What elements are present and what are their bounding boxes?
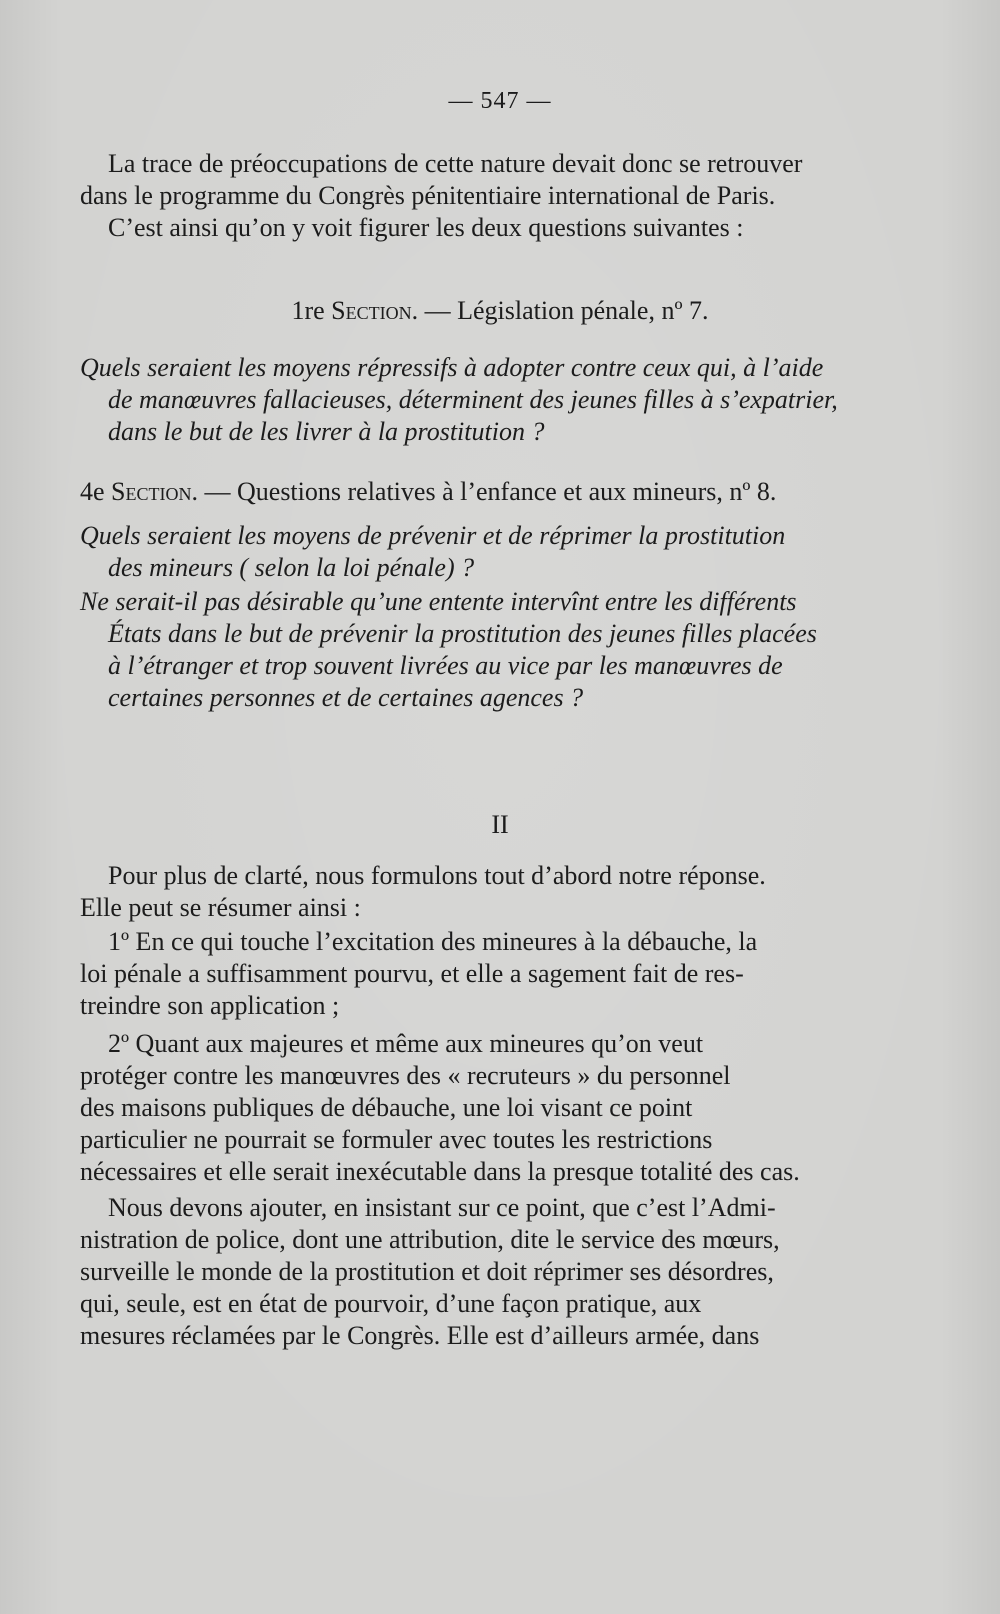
text-line: des mineurs ( selon la loi pénale) ? xyxy=(108,553,475,582)
closing-paragraph xyxy=(80,1192,880,1352)
text-line: certaines personnes et de certaines agences ? xyxy=(108,683,584,712)
section-4-heading xyxy=(80,476,880,508)
text-line: protéger contre les manœuvres des « recruteurs » du personnel xyxy=(80,1061,731,1090)
text-line: de manœuvres fallacieuses, déterminent des jeunes filles à s’expatrier, xyxy=(108,385,838,414)
text-line: Ne serait-il pas désirable qu’une entente intervînt entre les différents xyxy=(80,587,797,616)
text-line: Pour plus de clarté, nous formulons tout d’abord notre réponse. xyxy=(108,861,766,890)
section-label: Section xyxy=(331,296,412,325)
text-line: loi pénale a suffisamment pourvu, et elle a sagement fait de res- xyxy=(80,959,744,988)
question-1 xyxy=(80,352,880,448)
text-line: à l’étranger et trop souvent livrées au vice par les manœuvres de xyxy=(108,651,783,680)
text-line: Quels seraient les moyens de prévenir et de réprimer la prostitution xyxy=(80,521,786,550)
text-line: 1º En ce qui touche l’excitation des mineures à la débauche, la xyxy=(108,927,758,956)
page-number: — 547 — xyxy=(448,88,552,114)
section-number: 1re xyxy=(291,296,325,325)
question-2 xyxy=(80,520,880,584)
text-line: qui, seule, est en état de pourvoir, d’une façon pratique, aux xyxy=(80,1289,702,1318)
question-3 xyxy=(80,586,880,714)
intro-paragraph xyxy=(80,148,880,244)
section-title: . — Législation pénale, nº 7. xyxy=(411,296,709,325)
text-line: dans le but de les livrer à la prostitution ? xyxy=(108,417,545,446)
text-line: nistration de police, dont une attribution, dite le service des mœurs, xyxy=(80,1225,780,1254)
part-heading: II xyxy=(491,810,509,839)
section-number: 4e xyxy=(80,477,105,506)
text-line: mesures réclamées par le Congrès. Elle est d’ailleurs armée, dans xyxy=(80,1321,760,1350)
text-line: Nous devons ajouter, en insistant sur ce point, que c’est l’Admi- xyxy=(108,1193,776,1222)
text-line: treindre son application ; xyxy=(80,991,340,1020)
point-2 xyxy=(80,1028,880,1188)
text-line: C’est ainsi qu’on y voit figurer les deux questions suivantes : xyxy=(108,213,744,242)
text-line: surveille le monde de la prostitution et doit réprimer ses désordres, xyxy=(80,1257,774,1286)
section-title: . — Questions relatives à l’enfance et aux mineurs, nº 8. xyxy=(191,477,777,506)
text-line: Elle peut se résumer ainsi : xyxy=(80,893,361,922)
text-line: États dans le but de prévenir la prostitution des jeunes filles placées xyxy=(108,619,817,648)
section-1-heading xyxy=(0,296,1000,326)
text-line: des maisons publiques de débauche, une loi visant ce point xyxy=(80,1093,693,1122)
response-intro xyxy=(80,860,880,924)
text-line: dans le programme du Congrès pénitentiaire international de Paris. xyxy=(80,181,776,210)
text-line: particulier ne pourrait se formuler avec toutes les restrictions xyxy=(80,1125,713,1154)
point-1 xyxy=(80,926,880,1022)
section-label: Section xyxy=(111,477,192,506)
text-line: 2º Quant aux majeures et même aux mineures qu’on veut xyxy=(108,1029,704,1058)
text-line: Quels seraient les moyens répressifs à adopter contre ceux qui, à l’aide xyxy=(80,353,824,382)
text-line: La trace de préoccupations de cette nature devait donc se retrouver xyxy=(108,149,803,178)
text-line: nécessaires et elle serait inexécutable dans la presque totalité des cas. xyxy=(80,1157,800,1186)
